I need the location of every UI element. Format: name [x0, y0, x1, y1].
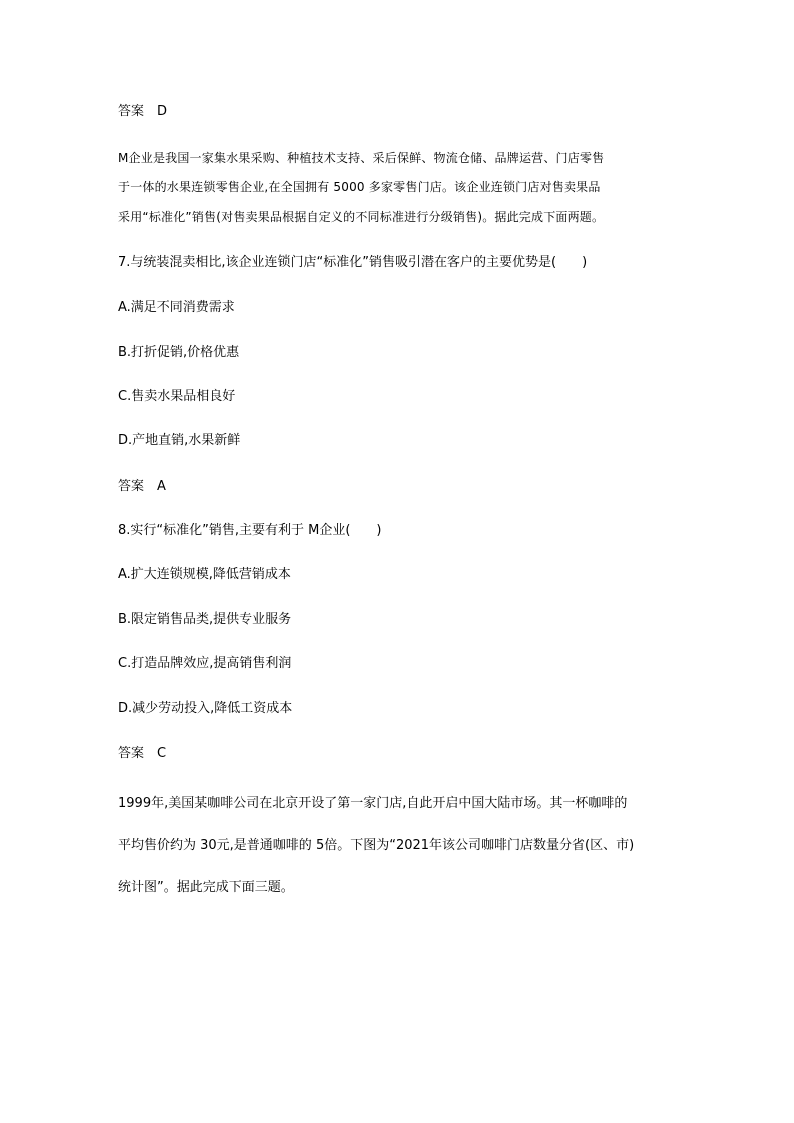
option-c: C.售卖水果品相良好	[118, 389, 236, 404]
answer-line: 答案 D	[118, 104, 168, 119]
passage-line: 平均售价约为 30元,是普通咖啡的 5倍。下图为“2021年该公司咖啡门店数量分省(区、市)	[118, 838, 635, 853]
passage-line: 统计图”。据此完成下面三题。	[118, 880, 294, 895]
question-stem: 7.与统装混卖相比,该企业连锁门店“标准化”销售吸引潜在客户的主要优势是( )	[118, 255, 588, 270]
option-a: A.扩大连锁规模,降低营销成本	[118, 567, 291, 582]
option-d: D.减少劳动投入,降低工资成本	[118, 701, 293, 716]
option-a: A.满足不同消费需求	[118, 300, 235, 315]
option-b: B.限定销售品类,提供专业服务	[118, 612, 292, 627]
passage-line: 于一体的水果连锁零售企业,在全国拥有 5000 多家零售门店。该企业连锁门店对售卖果品	[118, 180, 601, 194]
passage-line: M企业是我国一家集水果采购、种植技术支持、采后保鲜、物流仓储、品牌运营、门店零售	[118, 151, 605, 165]
question-stem: 8.实行“标准化”销售,主要有利于 M企业( )	[118, 523, 382, 538]
passage-line: 采用“标准化”销售(对售卖果品根据自定义的不同标准进行分级销售)。据此完成下面两题。	[118, 210, 605, 224]
passage-line: 1999年,美国某咖啡公司在北京开设了第一家门店,自此开启中国大陆市场。其一杯咖啡的	[118, 796, 628, 811]
option-d: D.产地直销,水果新鲜	[118, 433, 241, 448]
option-b: B.打折促销,价格优惠	[118, 345, 240, 360]
answer-line: 答案 C	[118, 746, 167, 761]
answer-line: 答案 A	[118, 479, 166, 494]
option-c: C.打造品牌效应,提高销售利润	[118, 656, 292, 671]
